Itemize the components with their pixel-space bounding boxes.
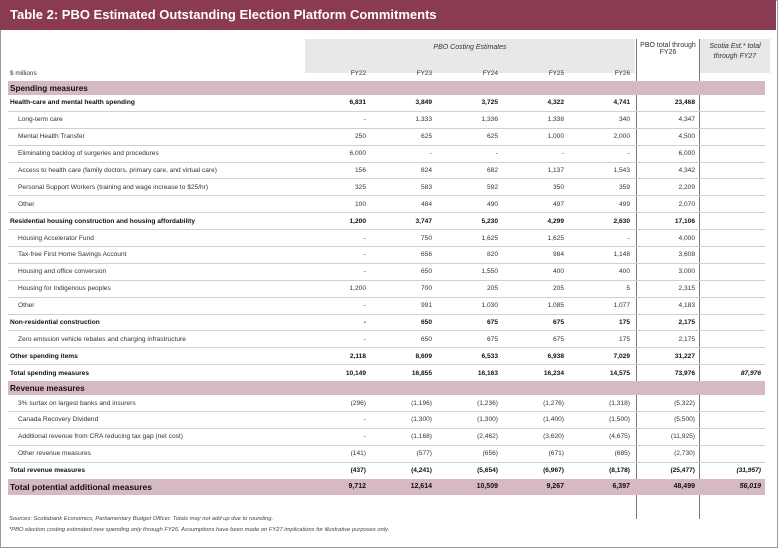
column-header-row bbox=[8, 65, 765, 81]
value-cell: - bbox=[304, 111, 370, 128]
table-row bbox=[8, 145, 765, 162]
value-cell: (1,300) bbox=[436, 412, 502, 429]
value-cell: - bbox=[568, 230, 634, 247]
value-cell: (1,196) bbox=[370, 395, 436, 411]
empty-cell bbox=[502, 381, 568, 395]
scotia-total-cell bbox=[699, 348, 765, 365]
scotia-total-cell: 56,019 bbox=[699, 479, 765, 495]
pbo-total-cell: 4,342 bbox=[634, 162, 699, 179]
empty-cell bbox=[436, 81, 502, 95]
value-cell: 499 bbox=[568, 196, 634, 213]
value-cell: 100 bbox=[304, 196, 370, 213]
value-cell: 625 bbox=[436, 128, 502, 145]
value-cell: 6,000 bbox=[304, 145, 370, 162]
value-cell: (577) bbox=[370, 445, 436, 462]
value-cell: 592 bbox=[436, 179, 502, 196]
empty-cell bbox=[699, 381, 765, 395]
row-label: Spending measures bbox=[8, 81, 304, 95]
pbo-total-cell: 4,347 bbox=[634, 111, 699, 128]
row-label: Additional revenue from CRA reducing tax gap (net cost) bbox=[8, 428, 304, 445]
table-row bbox=[8, 111, 765, 128]
value-cell: 1,137 bbox=[502, 162, 568, 179]
table-row bbox=[8, 196, 765, 213]
table-row bbox=[8, 213, 765, 230]
value-cell: 6,533 bbox=[436, 348, 502, 365]
scotia-total-cell bbox=[699, 331, 765, 348]
table-row bbox=[8, 331, 765, 348]
table-row bbox=[8, 365, 765, 381]
value-cell: 650 bbox=[370, 263, 436, 280]
scotia-header: Scotia Est.* total through FY27 bbox=[709, 43, 761, 61]
value-cell: 991 bbox=[370, 297, 436, 314]
year-header: FY22 bbox=[350, 69, 366, 77]
pbo-total-header: PBO total through FY26 bbox=[640, 42, 696, 56]
value-cell: 5,230 bbox=[436, 213, 502, 230]
value-cell: - bbox=[436, 145, 502, 162]
table-row bbox=[8, 395, 765, 411]
row-label: Other bbox=[8, 196, 304, 213]
value-cell: 675 bbox=[436, 314, 502, 331]
scotia-total-cell bbox=[699, 445, 765, 462]
commitments-table bbox=[8, 65, 765, 495]
table-row bbox=[8, 95, 765, 111]
row-label: Mental Health Transfer bbox=[8, 128, 304, 145]
value-cell: 700 bbox=[370, 280, 436, 297]
value-cell: (2,462) bbox=[436, 428, 502, 445]
row-label: Housing and office conversion bbox=[8, 263, 304, 280]
scotia-total-cell bbox=[699, 280, 765, 297]
value-cell: 2,630 bbox=[568, 213, 634, 230]
scotia-total-cell bbox=[699, 95, 765, 111]
row-label: Eliminating backlog of surgeries and procedures bbox=[8, 145, 304, 162]
value-cell: 984 bbox=[502, 247, 568, 264]
scotia-total-cell bbox=[699, 213, 765, 230]
value-cell: (8,178) bbox=[568, 462, 634, 478]
table-row bbox=[8, 128, 765, 145]
value-cell: 9,267 bbox=[502, 479, 568, 495]
value-cell: 1,336 bbox=[436, 111, 502, 128]
table-row bbox=[8, 280, 765, 297]
value-cell: (1,168) bbox=[370, 428, 436, 445]
value-cell: 3,849 bbox=[370, 95, 436, 111]
table-row bbox=[8, 314, 765, 331]
scotia-total-cell bbox=[699, 196, 765, 213]
row-label: Non-residential construction bbox=[8, 314, 304, 331]
value-cell: 359 bbox=[568, 179, 634, 196]
value-cell: (4,675) bbox=[568, 428, 634, 445]
value-cell: 6,397 bbox=[568, 479, 634, 495]
value-cell: 340 bbox=[568, 111, 634, 128]
scotia-total-cell bbox=[699, 128, 765, 145]
table-row bbox=[8, 230, 765, 247]
empty-cell bbox=[370, 81, 436, 95]
value-cell: 350 bbox=[502, 179, 568, 196]
scotia-total-cell bbox=[699, 412, 765, 429]
row-label: Canada Recovery Dividend bbox=[8, 412, 304, 429]
pbo-total-cell: 4,183 bbox=[634, 297, 699, 314]
empty-cell bbox=[502, 81, 568, 95]
value-cell: 3,725 bbox=[436, 95, 502, 111]
scotia-total-cell bbox=[699, 162, 765, 179]
pbo-total-cell: (25,477) bbox=[634, 462, 699, 478]
value-cell: (141) bbox=[304, 445, 370, 462]
pbo-total-cell: 2,175 bbox=[634, 314, 699, 331]
year-header: FY26 bbox=[614, 69, 630, 77]
table-row bbox=[8, 247, 765, 264]
row-label: Zero emission vehicle rebates and charging infrastructure bbox=[8, 331, 304, 348]
value-cell: - bbox=[304, 263, 370, 280]
value-cell: 7,029 bbox=[568, 348, 634, 365]
table-row bbox=[8, 179, 765, 196]
value-cell: 9,712 bbox=[304, 479, 370, 495]
value-cell: 1,338 bbox=[502, 111, 568, 128]
value-cell: 675 bbox=[502, 314, 568, 331]
pbo-group-header: PBO Costing Estimates bbox=[433, 44, 507, 51]
empty-cell bbox=[304, 381, 370, 395]
value-cell: 1,625 bbox=[502, 230, 568, 247]
pbo-total-cell: 23,468 bbox=[634, 95, 699, 111]
value-cell: (656) bbox=[436, 445, 502, 462]
row-label: Other spending items bbox=[8, 348, 304, 365]
value-cell: 1,085 bbox=[502, 297, 568, 314]
empty-cell bbox=[568, 81, 634, 95]
row-label: Total spending measures bbox=[8, 365, 304, 381]
row-label: Other bbox=[8, 297, 304, 314]
value-cell: 1,543 bbox=[568, 162, 634, 179]
value-cell: 205 bbox=[436, 280, 502, 297]
value-cell: 820 bbox=[436, 247, 502, 264]
year-header: FY24 bbox=[482, 69, 498, 77]
pbo-total-cell: 4,000 bbox=[634, 230, 699, 247]
year-header: FY23 bbox=[416, 69, 432, 77]
row-label: Tax-free First Home Savings Account bbox=[8, 247, 304, 264]
value-cell: - bbox=[568, 145, 634, 162]
value-cell: 14,575 bbox=[568, 365, 634, 381]
value-cell: 682 bbox=[436, 162, 502, 179]
scotia-total-cell bbox=[699, 395, 765, 411]
value-cell: 1,625 bbox=[436, 230, 502, 247]
pbo-total-cell: 48,499 bbox=[634, 479, 699, 495]
value-cell: (3,620) bbox=[502, 428, 568, 445]
pbo-total-cell: 31,227 bbox=[634, 348, 699, 365]
pbo-total-cell: 73,976 bbox=[634, 365, 699, 381]
value-cell: 2,118 bbox=[304, 348, 370, 365]
value-cell: 1,000 bbox=[502, 128, 568, 145]
pbo-total-cell: 6,000 bbox=[634, 145, 699, 162]
value-cell: - bbox=[370, 145, 436, 162]
value-cell: 16,234 bbox=[502, 365, 568, 381]
pbo-total-cell: 2,209 bbox=[634, 179, 699, 196]
value-cell: (1,276) bbox=[502, 395, 568, 411]
value-cell: 4,299 bbox=[502, 213, 568, 230]
value-cell: - bbox=[304, 428, 370, 445]
empty-cell bbox=[634, 81, 699, 95]
value-cell: 1,550 bbox=[436, 263, 502, 280]
scotia-total-cell bbox=[699, 297, 765, 314]
scotia-total-cell bbox=[699, 247, 765, 264]
value-cell: 675 bbox=[436, 331, 502, 348]
value-cell: - bbox=[502, 145, 568, 162]
empty-cell bbox=[370, 381, 436, 395]
row-label: Other revenue measures bbox=[8, 445, 304, 462]
row-label: 3% surtax on largest banks and insurers bbox=[8, 395, 304, 411]
value-cell: 175 bbox=[568, 331, 634, 348]
table-row bbox=[8, 348, 765, 365]
value-cell: (1,400) bbox=[502, 412, 568, 429]
value-cell: 656 bbox=[370, 247, 436, 264]
table-row bbox=[8, 445, 765, 462]
pbo-total-cell: 3,608 bbox=[634, 247, 699, 264]
value-cell: 156 bbox=[304, 162, 370, 179]
value-cell: 175 bbox=[568, 314, 634, 331]
pbo-total-cell: (11,925) bbox=[634, 428, 699, 445]
empty-cell bbox=[699, 81, 765, 95]
value-cell: (1,318) bbox=[568, 395, 634, 411]
value-cell: 8,609 bbox=[370, 348, 436, 365]
value-cell: (296) bbox=[304, 395, 370, 411]
value-cell: 650 bbox=[370, 331, 436, 348]
pbo-total-cell: (5,500) bbox=[634, 412, 699, 429]
pbo-total-cell: (2,730) bbox=[634, 445, 699, 462]
value-cell: - bbox=[304, 314, 370, 331]
row-label: Total revenue measures bbox=[8, 462, 304, 478]
value-cell: 5 bbox=[568, 280, 634, 297]
table-row bbox=[8, 162, 765, 179]
value-cell: (1,500) bbox=[568, 412, 634, 429]
pbo-total-cell: (5,322) bbox=[634, 395, 699, 411]
pbo-total-cell: 4,500 bbox=[634, 128, 699, 145]
value-cell: 400 bbox=[568, 263, 634, 280]
pbo-total-cell: 2,315 bbox=[634, 280, 699, 297]
value-cell: 824 bbox=[370, 162, 436, 179]
row-label: Housing Accelerator Fund bbox=[8, 230, 304, 247]
row-label: Total potential additional measures bbox=[8, 479, 304, 495]
table-row bbox=[8, 462, 765, 478]
scotia-total-cell bbox=[699, 179, 765, 196]
value-cell: 675 bbox=[502, 331, 568, 348]
scotia-total-cell bbox=[699, 314, 765, 331]
pbo-total-cell: 2,175 bbox=[634, 331, 699, 348]
empty-cell bbox=[568, 381, 634, 395]
value-cell: (671) bbox=[502, 445, 568, 462]
value-cell: (1,300) bbox=[370, 412, 436, 429]
value-cell: 10,509 bbox=[436, 479, 502, 495]
row-label: Residential housing construction and housing affordability bbox=[8, 213, 304, 230]
pbo-total-cell: 2,070 bbox=[634, 196, 699, 213]
scotia-total-cell bbox=[699, 145, 765, 162]
value-cell: 1,030 bbox=[436, 297, 502, 314]
table-row bbox=[8, 263, 765, 280]
scotia-total-cell bbox=[699, 111, 765, 128]
scotia-total-cell: (31,957) bbox=[699, 462, 765, 478]
pbo-total-cell: 17,106 bbox=[634, 213, 699, 230]
value-cell: 325 bbox=[304, 179, 370, 196]
value-cell: 1,200 bbox=[304, 213, 370, 230]
year-header: FY25 bbox=[548, 69, 564, 77]
empty-cell bbox=[634, 381, 699, 395]
section-header-row bbox=[8, 81, 765, 95]
value-cell: 10,149 bbox=[304, 365, 370, 381]
scotia-total-cell: 87,976 bbox=[699, 365, 765, 381]
value-cell: - bbox=[304, 230, 370, 247]
footnote-assumptions: *PBO election costing estimated new spending only through FY26. Assumptions have been made on FY27 implications for illustrative purposes only. bbox=[9, 527, 390, 533]
value-cell: (6,967) bbox=[502, 462, 568, 478]
empty-cell bbox=[304, 81, 370, 95]
value-cell: 4,322 bbox=[502, 95, 568, 111]
scotia-total-cell bbox=[699, 263, 765, 280]
value-cell: 650 bbox=[370, 314, 436, 331]
value-cell: (4,241) bbox=[370, 462, 436, 478]
pbo-total-cell: 3,000 bbox=[634, 263, 699, 280]
value-cell: 497 bbox=[502, 196, 568, 213]
value-cell: 400 bbox=[502, 263, 568, 280]
footnote-sources: Sources: Scotiabank Economics, Parliamentary Budget Officer. Totals may not add up due to rounding. bbox=[9, 516, 274, 522]
empty-cell bbox=[436, 381, 502, 395]
value-cell: 1,077 bbox=[568, 297, 634, 314]
row-label: Revenue measures bbox=[8, 381, 304, 395]
value-cell: - bbox=[304, 247, 370, 264]
value-cell: 583 bbox=[370, 179, 436, 196]
value-cell: (437) bbox=[304, 462, 370, 478]
value-cell: 6,831 bbox=[304, 95, 370, 111]
row-label: Housing for Indigenous peoples bbox=[8, 280, 304, 297]
table-row bbox=[8, 428, 765, 445]
row-label: Health-care and mental health spending bbox=[8, 95, 304, 111]
value-cell: - bbox=[304, 412, 370, 429]
value-cell: 4,741 bbox=[568, 95, 634, 111]
value-cell: 750 bbox=[370, 230, 436, 247]
section-header-row bbox=[8, 381, 765, 395]
table-row bbox=[8, 412, 765, 429]
table-row bbox=[8, 297, 765, 314]
value-cell: 1,333 bbox=[370, 111, 436, 128]
unit-label: $ millions bbox=[10, 69, 37, 77]
value-cell: 2,000 bbox=[568, 128, 634, 145]
value-cell: 1,200 bbox=[304, 280, 370, 297]
value-cell: 6,938 bbox=[502, 348, 568, 365]
value-cell: 625 bbox=[370, 128, 436, 145]
value-cell: 12,614 bbox=[370, 479, 436, 495]
value-cell: 490 bbox=[436, 196, 502, 213]
scotia-total-cell bbox=[699, 428, 765, 445]
value-cell: 205 bbox=[502, 280, 568, 297]
table-row bbox=[8, 479, 765, 495]
value-cell: - bbox=[304, 331, 370, 348]
value-cell: 16,163 bbox=[436, 365, 502, 381]
value-cell: 1,148 bbox=[568, 247, 634, 264]
value-cell: 16,855 bbox=[370, 365, 436, 381]
value-cell: (5,654) bbox=[436, 462, 502, 478]
value-cell: 250 bbox=[304, 128, 370, 145]
value-cell: - bbox=[304, 297, 370, 314]
scotia-total-cell bbox=[699, 230, 765, 247]
table-title: Table 2: PBO Estimated Outstanding Election Platform Commitments bbox=[0, 0, 776, 30]
value-cell: (685) bbox=[568, 445, 634, 462]
value-cell: (1,236) bbox=[436, 395, 502, 411]
row-label: Access to health care (family doctors, primary care, and virtual care) bbox=[8, 162, 304, 179]
value-cell: 484 bbox=[370, 196, 436, 213]
row-label: Personal Support Workers (training and wage increase to $25/hr) bbox=[8, 179, 304, 196]
row-label: Long-term care bbox=[8, 111, 304, 128]
value-cell: 3,747 bbox=[370, 213, 436, 230]
